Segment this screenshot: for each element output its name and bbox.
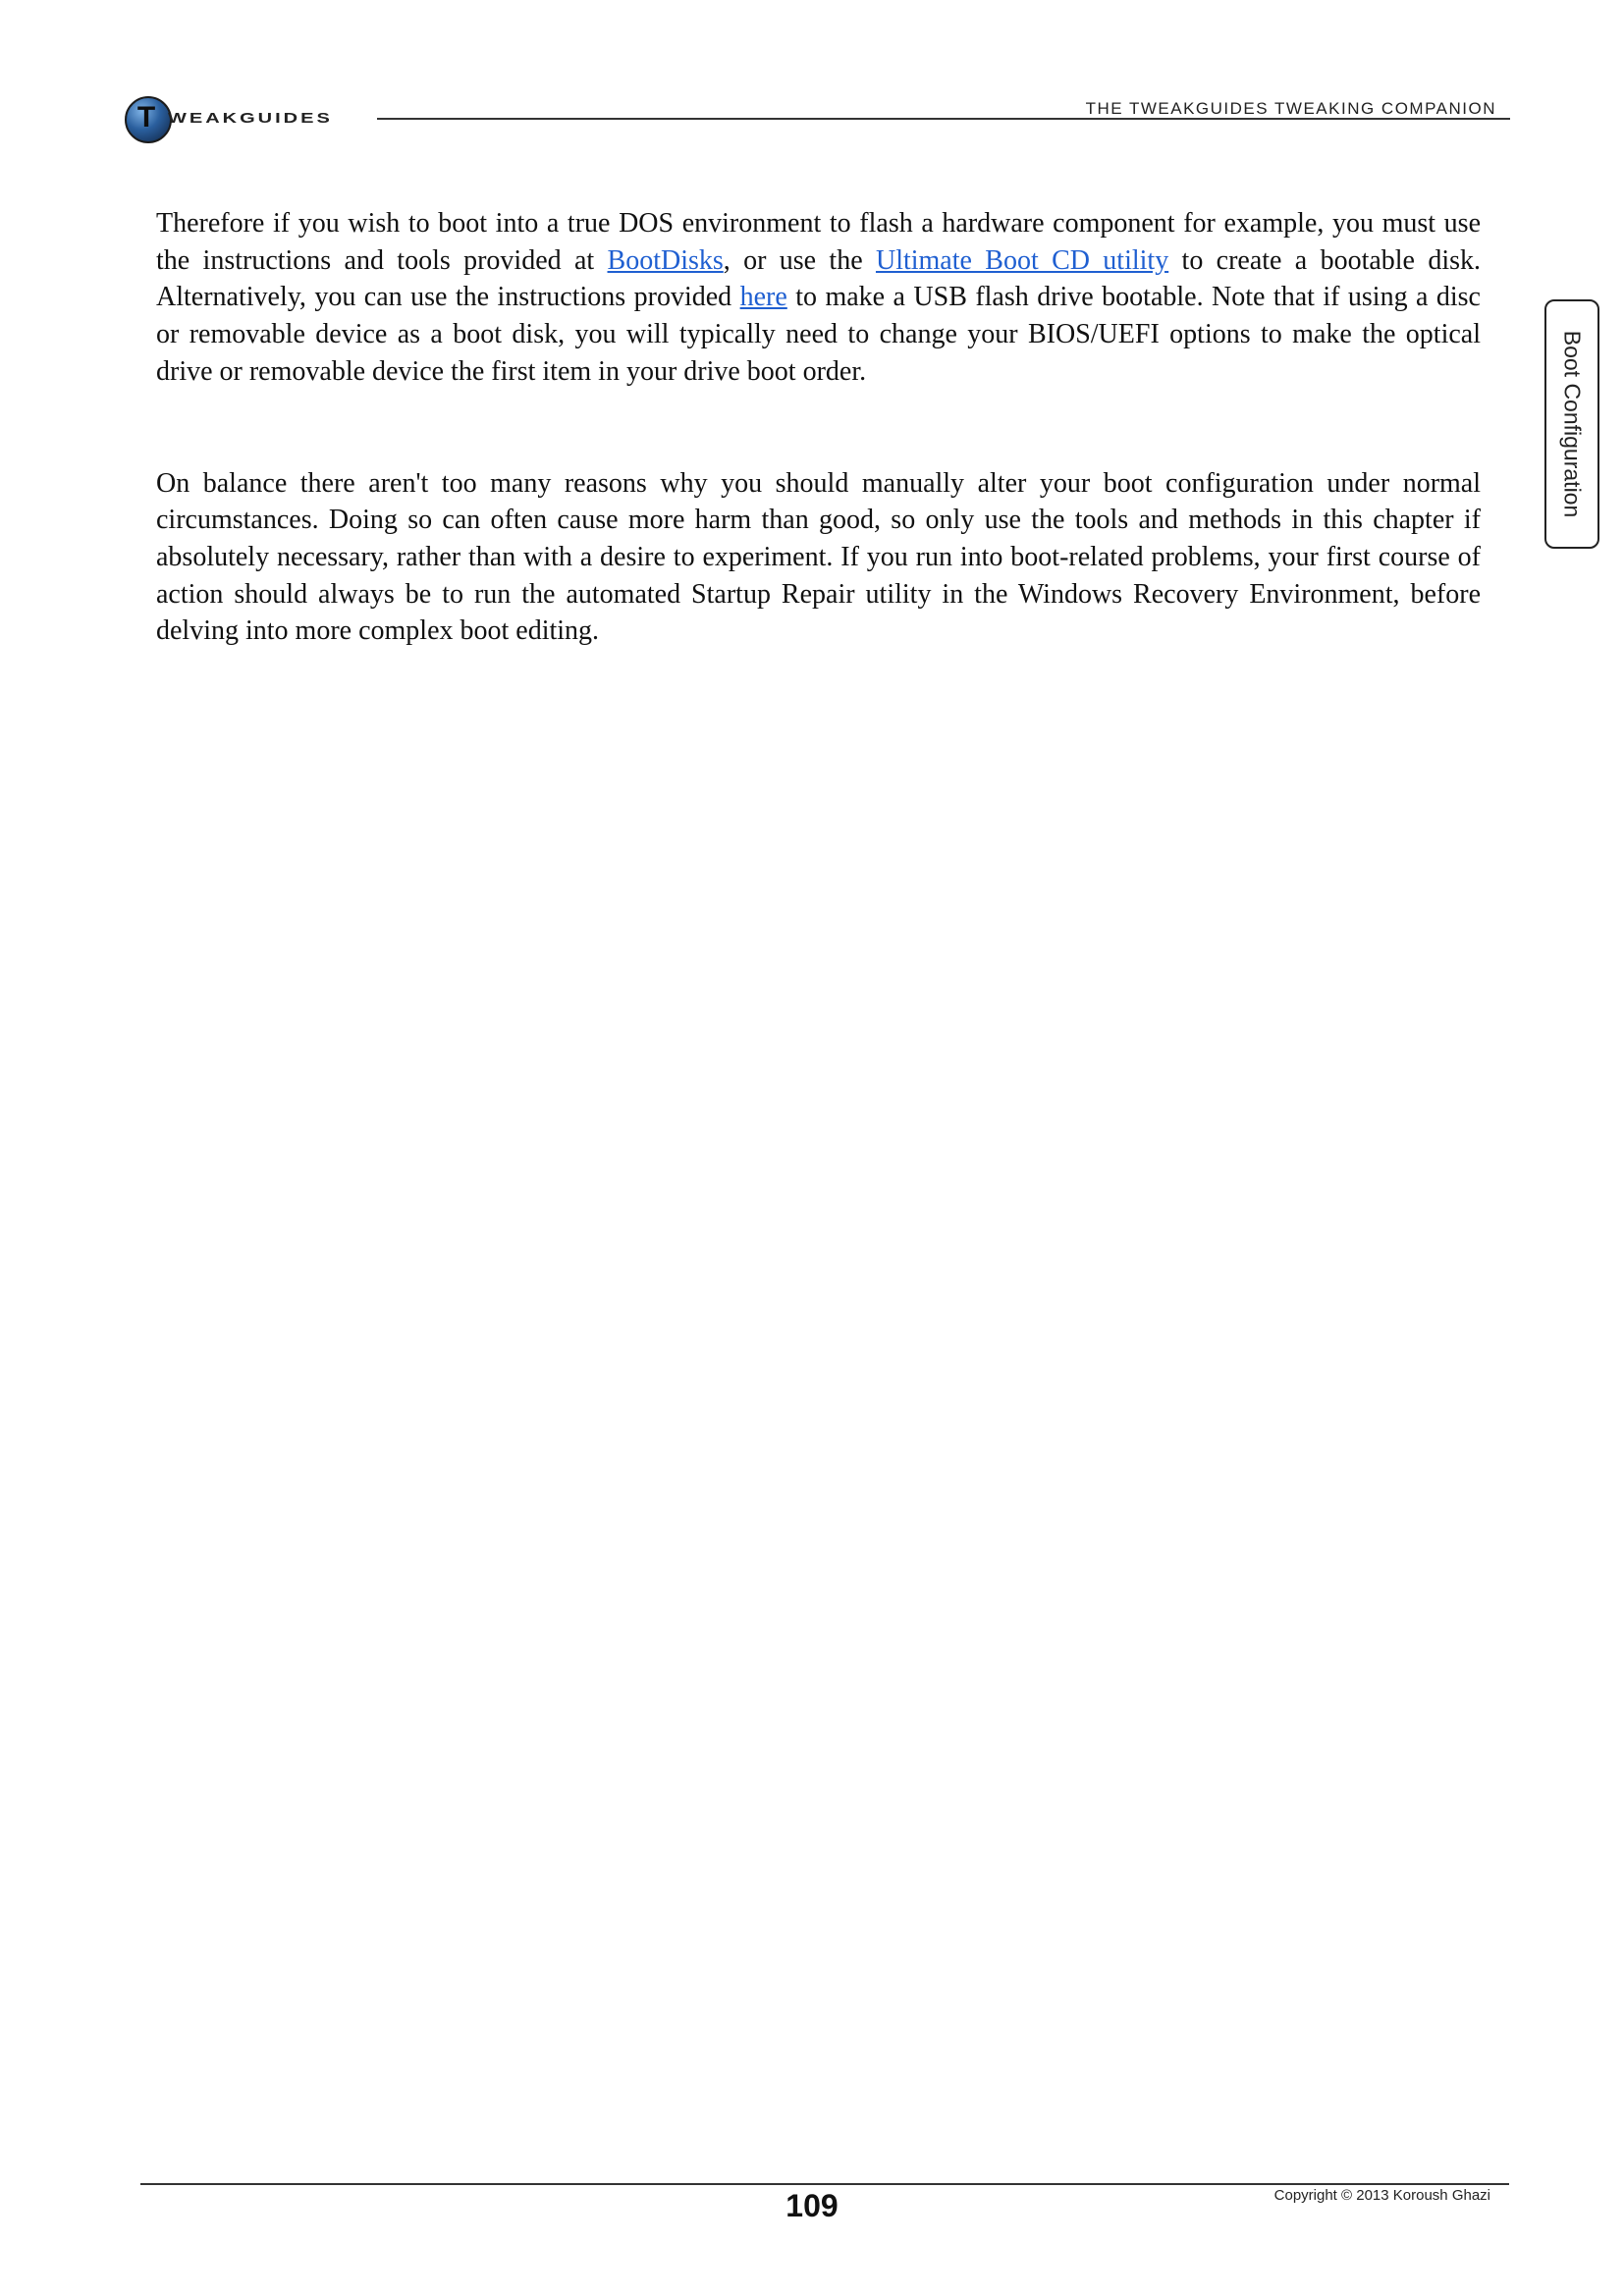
paragraph-dos-boot	[156, 205, 1481, 391]
page-content	[156, 205, 1481, 650]
paragraph-on-balance: On balance there aren't too many reasons why you should manually alter your boot configuration under normal circumstances. Doing so can often cause more harm than good, so only use the tools and methods in this chapter if absolutely necessary, rather than with a desire to experiment. If you run into boot-related problems, your first course of action should always be to run the automated Startup Repair utility in the Windows Recovery Environment, before delving into more complex boot editing.	[156, 467, 1481, 647]
footer-divider	[140, 2183, 1509, 2185]
paragraph-text: to create a bootable disk. Alternatively, you can use the instructions provided	[156, 244, 1481, 313]
copyright-notice: Copyright © 2013 Koroush Ghazi	[1273, 2187, 1490, 2204]
page-number: 109	[785, 2188, 839, 2223]
chapter-side-tab	[1544, 299, 1599, 549]
tweakguides-logo	[125, 96, 360, 143]
bootdisks-link[interactable]: BootDisks	[607, 244, 724, 276]
paragraph-text: , or use the	[723, 244, 876, 276]
header-title: THE TWEAKGUIDES TWEAKING COMPANION	[1085, 99, 1496, 118]
logo-wordmark: WEAKGUIDES	[168, 110, 333, 127]
logo-initial: T	[136, 101, 156, 133]
paragraph-text: Therefore if you wish to boot into a true DOS environment to flash a hardware component for example, you must use the instructions and tools provided at	[156, 208, 1481, 276]
chapter-side-tab-label: Boot Configuration	[1559, 330, 1586, 518]
usb-instructions-link[interactable]: here	[739, 282, 787, 313]
paragraph-text: to make a USB flash drive bootable. Note that if using a disc or removable device as a boot disk, you will typically need to change your BIOS/UEFI options to make the optical drive or removable device the first item in your drive boot order.	[156, 282, 1481, 387]
ultimate-boot-cd-link[interactable]: Ultimate Boot CD utility	[875, 244, 1169, 276]
